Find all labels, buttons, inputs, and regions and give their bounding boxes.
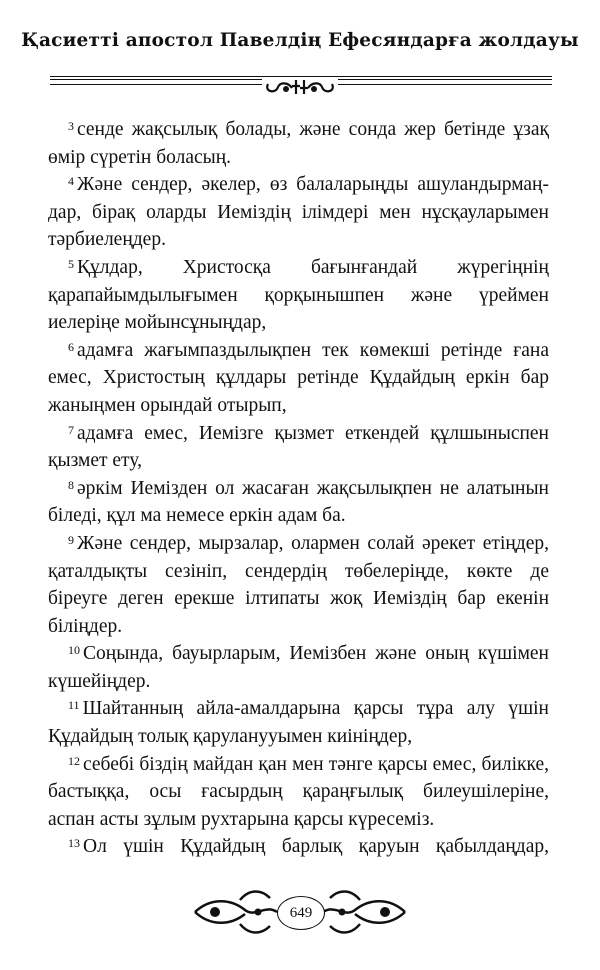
verse-text: емес, Христостың құлдары ретінде Құдайдың еркін бар	[48, 367, 549, 389]
verse-line	[48, 806, 549, 834]
verse-line	[48, 199, 549, 227]
verse-text: қаталдықты сезініп, сендердің төбелеріңде, көкте де	[48, 560, 549, 582]
verse-text: қызмет ету,	[48, 450, 142, 472]
verse-number: 3	[68, 119, 74, 133]
verse-text: біліңдер.	[48, 615, 123, 637]
verse-line	[48, 171, 549, 199]
verse-text: адамға емес, Иемізге қызмет еткендей құлшыныспен	[77, 422, 549, 444]
verse-line	[48, 309, 549, 337]
verse-line	[48, 751, 549, 779]
verse-text: әркім Иемізден ол жасаған жақсылықпен не алатынын	[77, 477, 549, 499]
verse-line	[48, 502, 549, 530]
verse-line	[48, 475, 549, 503]
verse-line	[48, 668, 549, 696]
verse-number: 6	[68, 339, 74, 354]
header-ornament-icon	[262, 78, 338, 96]
verse-line	[48, 530, 549, 558]
verse-text: Шайтанның айла-амалдарына қарсы тұра алу үшін	[82, 698, 549, 720]
verse-number: 8	[68, 477, 74, 492]
verse-text: қарапайымдылығымен қорқынышпен және үреймен	[48, 284, 549, 306]
verse-line	[48, 116, 549, 144]
verse-line	[48, 833, 549, 861]
verse-text: біледі, құл ма немесе еркін адам ба.	[48, 505, 346, 527]
verse-line	[48, 364, 549, 392]
verse-text: Құдайдың толық қаруланyуымен киініңдер,	[48, 726, 413, 748]
verse-text: тәрбиелеңдер.	[48, 229, 166, 251]
verse-text: бастыққа, осы ғасырдың қараңғылық билеушілеріне,	[48, 781, 549, 803]
verse-text: Құлдар, Христосқа бағынғандай жүрегіңнің	[77, 256, 549, 278]
verse-text: біреуге деген ерекше ілтипаты жоқ Иеміздің бар екенін	[48, 588, 549, 610]
verse-number: 4	[68, 174, 74, 189]
verse-number: 5	[68, 256, 74, 271]
scripture-text	[48, 116, 549, 861]
verse-line	[48, 558, 549, 586]
verse-text: өмір сүретін боласың.	[48, 146, 232, 168]
verse-text: Және сендер, әкелер, өз балаларыңды ашуландырмаң-	[77, 174, 549, 196]
verse-number: 13	[68, 836, 80, 851]
verse-line	[48, 778, 549, 806]
verse-line	[48, 585, 549, 613]
verse-text: сенде жақсылық болады, және сонда жер бетінде ұзақ	[77, 119, 549, 140]
page-number: 649	[277, 896, 325, 930]
verse-number: 10	[68, 643, 80, 658]
verse-text: Ол үшін Құдайдың барлық қаруын қабылдаңдар,	[83, 836, 549, 858]
verse-number: 7	[68, 422, 74, 437]
verse-line	[48, 337, 549, 365]
verse-text: себебі біздің майдан қан мен тәнге қарсы емес, билікке,	[83, 753, 549, 775]
verse-text: дар, бірақ оларды Иеміздің ілімдері мен нұсқауларымен	[48, 201, 549, 223]
verse-line	[48, 254, 549, 282]
verse-text: күшейіңдер.	[48, 670, 151, 692]
verse-text: жаныңмен орындай отырып,	[48, 394, 287, 416]
verse-number: 11	[68, 698, 80, 713]
verse-line	[48, 695, 549, 723]
verse-line	[48, 640, 549, 668]
verse-line	[48, 226, 549, 254]
verse-line	[48, 447, 549, 475]
running-header-title: Қасиетті апостол Павелдің Ефесяндарға жолдауы	[21, 30, 579, 51]
verse-line	[48, 144, 549, 172]
verse-text: Және сендер, мырзалар, олармен солай әрекет етіңдер,	[77, 532, 549, 554]
verse-text: аспан асты зұлым рухтарына қарсы күресеміз.	[48, 808, 435, 830]
verse-line	[48, 282, 549, 310]
verse-number: 9	[68, 532, 74, 547]
verse-text: адамға жағымпаздылықпен тек көмекші ретінде ғана	[77, 339, 549, 361]
verse-line	[48, 613, 549, 641]
verse-number: 12	[68, 753, 80, 768]
verse-text: иелеріңе мойынсұныңдар,	[48, 312, 267, 334]
verse-text: Соңында, бауырларым, Иемізбен және оның күшімен	[83, 643, 549, 665]
verse-line	[48, 420, 549, 448]
verse-line	[48, 392, 549, 420]
verse-line	[48, 723, 549, 751]
